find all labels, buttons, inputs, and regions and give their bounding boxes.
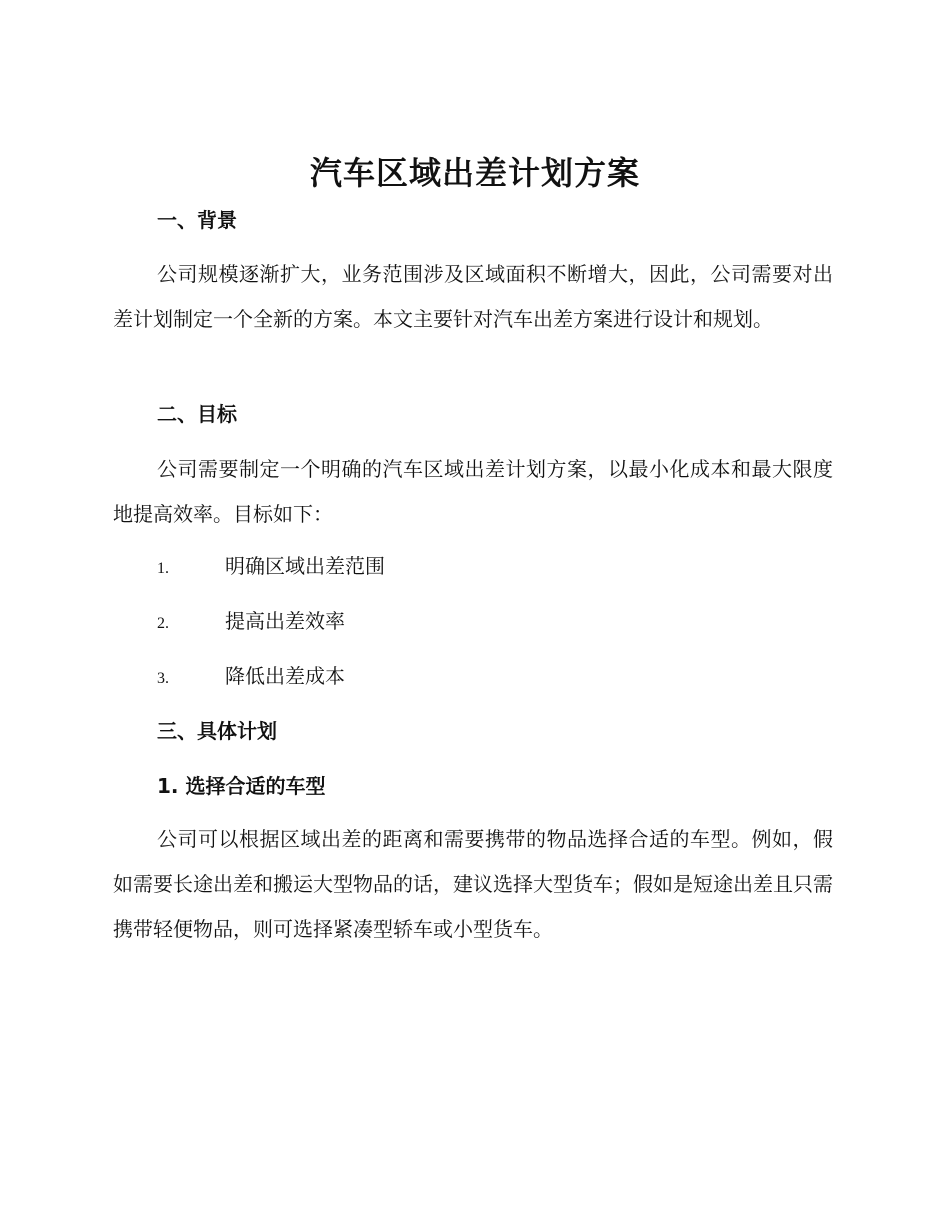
document-title: 汽车区域出差计划方案 (309, 154, 640, 192)
list-number: 1. (157, 560, 169, 577)
list-text: 降低出差成本 (225, 664, 345, 688)
plan-paragraph: 公司可以根据区域出差的距离和需要携带的物品选择合适的车型。例如，假如需要长途出差和搬运大型物品的话，建议选择大型货车；假如是短途出差且只需携带轻便物品，则可选择紧凑型轿车或小型货车。 (113, 827, 833, 941)
goal-list-item (157, 551, 385, 584)
list-number: 2. (157, 615, 169, 632)
list-number: 3. (157, 670, 169, 687)
list-text: 提高出差效率 (225, 609, 345, 633)
subsection-heading-vehicle: 1. 选择合适的车型 (157, 774, 326, 798)
section-heading-plan: 三、具体计划 (157, 719, 277, 743)
background-paragraph: 公司规模逐渐扩大，业务范围涉及区域面积不断增大，因此，公司需要对出差计划制定一个全新的方案。本文主要针对汽车出差方案进行设计和规划。 (113, 262, 833, 331)
goal-list-item (157, 606, 345, 639)
goals-paragraph: 公司需要制定一个明确的汽车区域出差计划方案，以最小化成本和最大限度地提高效率。目标如下： (113, 457, 833, 526)
goal-list-item (157, 661, 345, 694)
section-heading-goals: 二、目标 (157, 402, 237, 426)
section-heading-background: 一、背景 (157, 208, 237, 232)
list-text: 明确区域出差范围 (225, 554, 385, 578)
